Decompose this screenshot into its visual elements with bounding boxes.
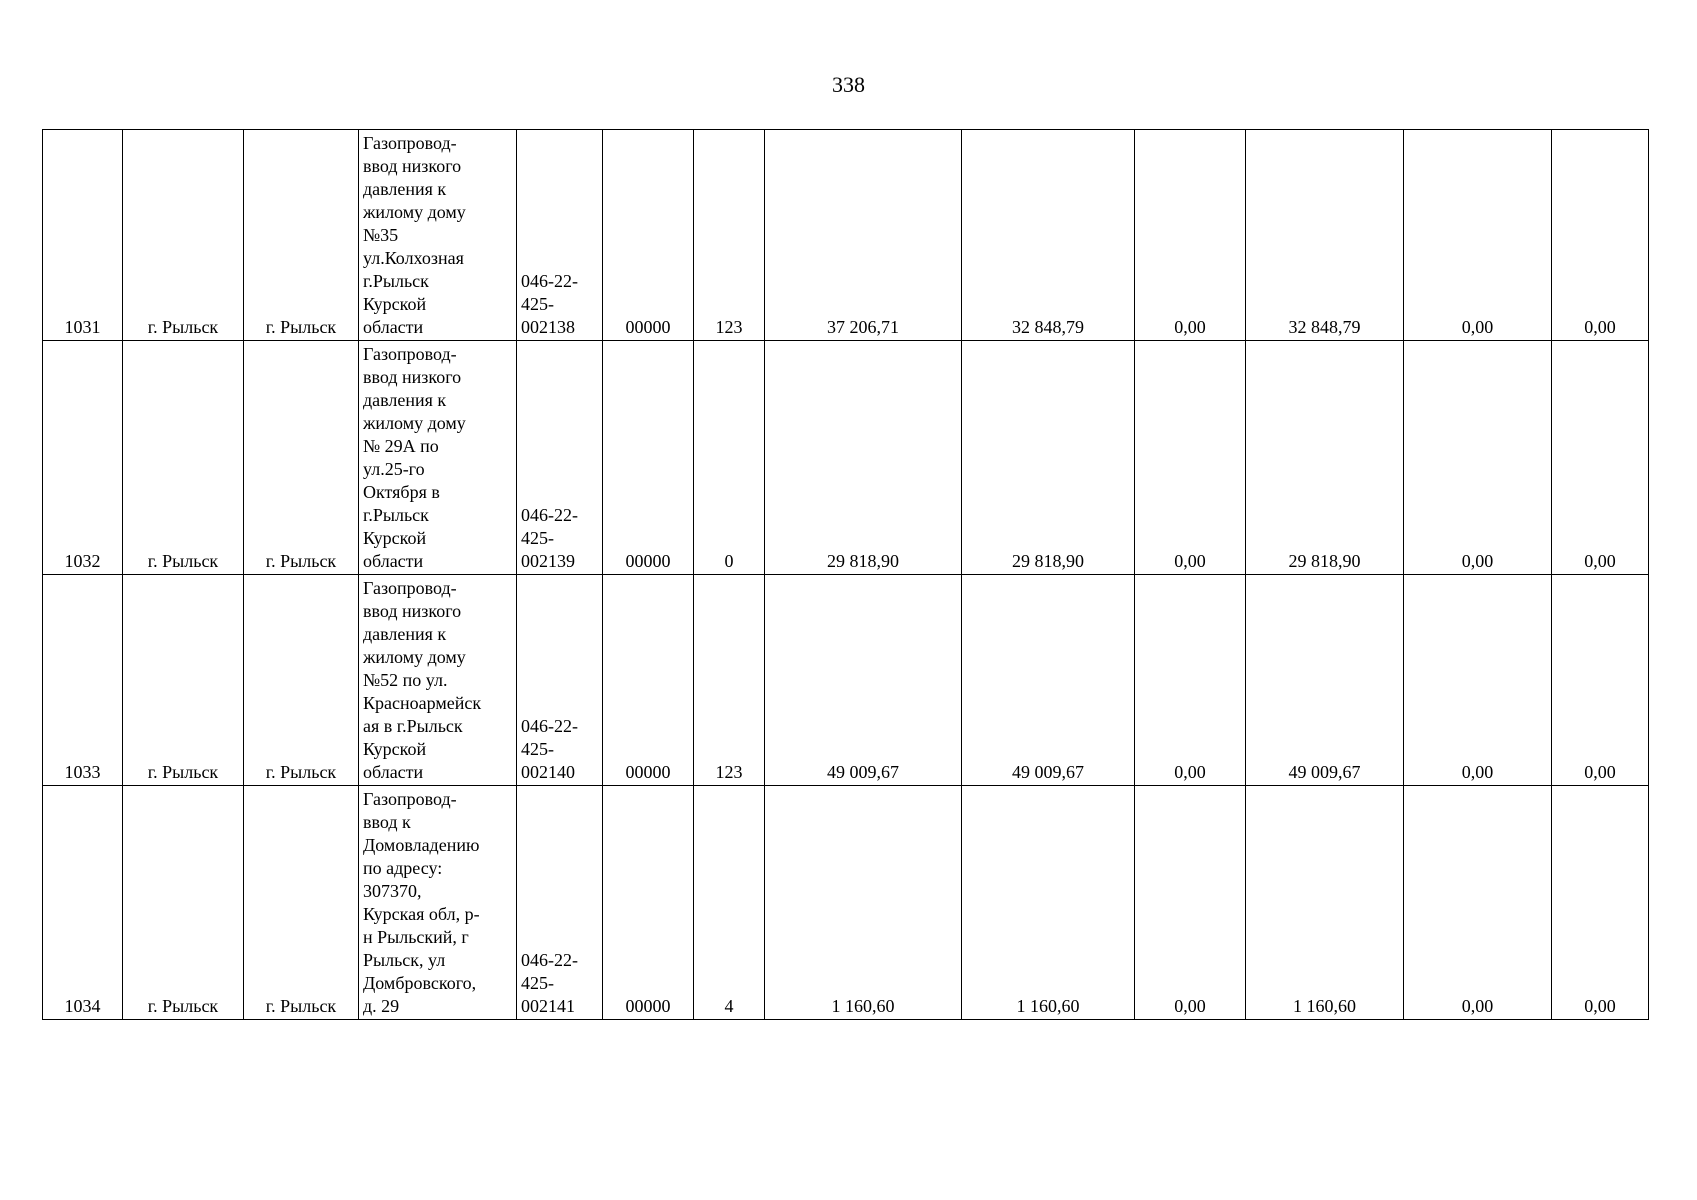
quantity-cell: 123: [694, 575, 765, 786]
city-cell: г. Рыльск: [123, 341, 244, 575]
value-cell-1: 37 206,71: [765, 130, 962, 341]
value-cell-6: 0,00: [1552, 786, 1649, 1020]
value-cell-3: 0,00: [1135, 575, 1246, 786]
value-cell-5: 0,00: [1404, 130, 1552, 341]
quantity-cell: 0: [694, 341, 765, 575]
cadastral-code: 046-22- 425- 002138: [517, 130, 603, 341]
page-number: 338: [832, 72, 865, 97]
cadastral-code: 046-22- 425- 002139: [517, 341, 603, 575]
value-cell-5: 0,00: [1404, 341, 1552, 575]
value-cell-2: 49 009,67: [962, 575, 1135, 786]
value-cell-1: 49 009,67: [765, 575, 962, 786]
value-cell-5: 0,00: [1404, 575, 1552, 786]
row-number: 1032: [43, 341, 123, 575]
value-cell-6: 0,00: [1552, 341, 1649, 575]
city-cell: г. Рыльск: [123, 130, 244, 341]
value-cell-3: 0,00: [1135, 786, 1246, 1020]
code-cell: 00000: [603, 786, 694, 1020]
value-cell-1: 1 160,60: [765, 786, 962, 1020]
object-description: Газопровод- ввод низкого давления к жилому дому №35 ул.Колхозная г.Рыльск Курской области: [359, 130, 517, 341]
code-cell: 00000: [603, 575, 694, 786]
code-cell: 00000: [603, 341, 694, 575]
settlement-cell: г. Рыльск: [244, 130, 359, 341]
settlement-cell: г. Рыльск: [244, 341, 359, 575]
object-description: Газопровод- ввод низкого давления к жилому дому № 29А по ул.25-го Октября в г.Рыльск Курской области: [359, 341, 517, 575]
value-cell-2: 29 818,90: [962, 341, 1135, 575]
city-cell: г. Рыльск: [123, 575, 244, 786]
value-cell-5: 0,00: [1404, 786, 1552, 1020]
object-description: Газопровод- ввод к Домовладению по адресу: 307370, Курская обл, р- н Рыльский, г Рыльск, ул Домбровского, д. 29: [359, 786, 517, 1020]
value-cell-6: 0,00: [1552, 575, 1649, 786]
table-row: [43, 130, 1649, 341]
value-cell-4: 1 160,60: [1246, 786, 1404, 1020]
row-number: 1034: [43, 786, 123, 1020]
city-cell: г. Рыльск: [123, 786, 244, 1020]
table-row: [43, 575, 1649, 786]
settlement-cell: г. Рыльск: [244, 575, 359, 786]
value-cell-6: 0,00: [1552, 130, 1649, 341]
table-row: [43, 786, 1649, 1020]
value-cell-4: 29 818,90: [1246, 341, 1404, 575]
row-number: 1031: [43, 130, 123, 341]
quantity-cell: 123: [694, 130, 765, 341]
value-cell-2: 1 160,60: [962, 786, 1135, 1020]
code-cell: 00000: [603, 130, 694, 341]
value-cell-2: 32 848,79: [962, 130, 1135, 341]
asset-register-table: [42, 129, 1649, 1020]
settlement-cell: г. Рыльск: [244, 786, 359, 1020]
cadastral-code: 046-22- 425- 002141: [517, 786, 603, 1020]
value-cell-4: 32 848,79: [1246, 130, 1404, 341]
quantity-cell: 4: [694, 786, 765, 1020]
table-row: [43, 341, 1649, 575]
value-cell-3: 0,00: [1135, 341, 1246, 575]
value-cell-4: 49 009,67: [1246, 575, 1404, 786]
row-number: 1033: [43, 575, 123, 786]
value-cell-1: 29 818,90: [765, 341, 962, 575]
cadastral-code: 046-22- 425- 002140: [517, 575, 603, 786]
object-description: Газопровод- ввод низкого давления к жилому дому №52 по ул. Красноармейск ая в г.Рыльск Курской области: [359, 575, 517, 786]
value-cell-3: 0,00: [1135, 130, 1246, 341]
